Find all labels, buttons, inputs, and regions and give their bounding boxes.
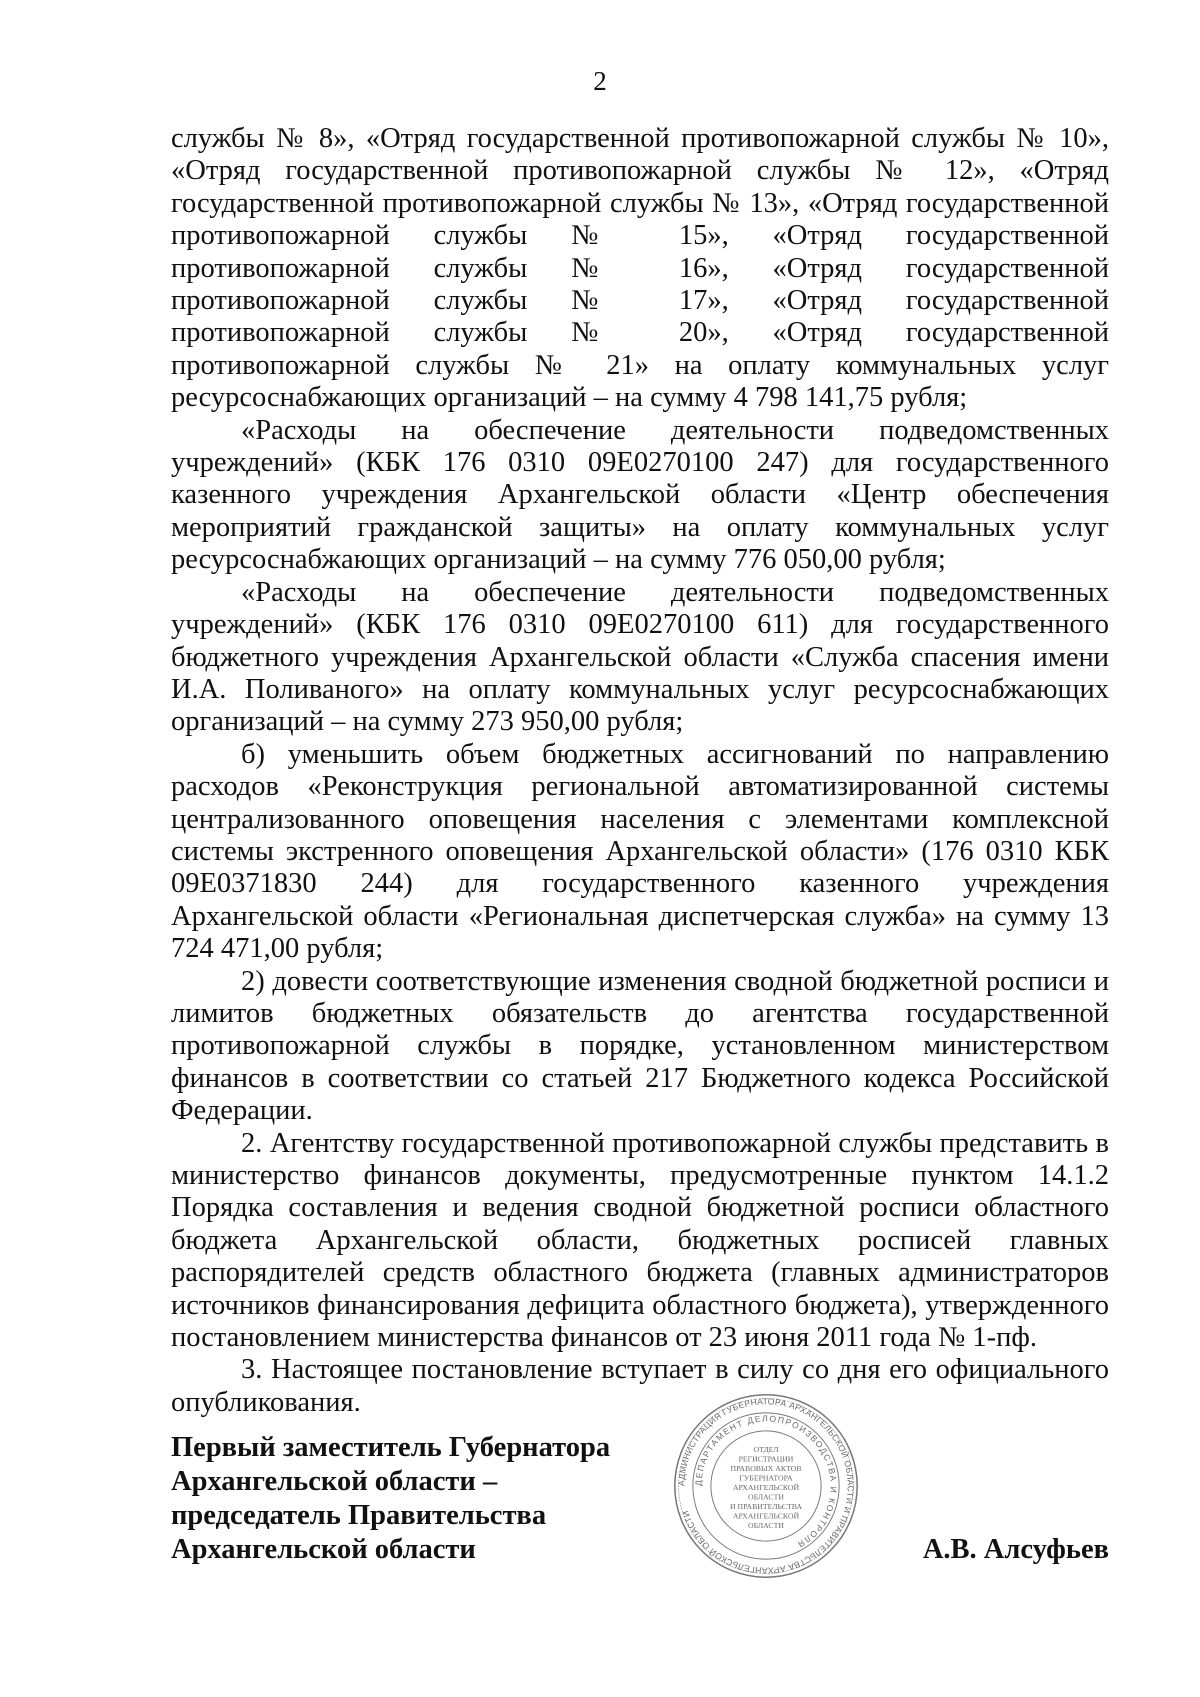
seal-inner-line: ПРАВОВЫХ АКТОВ — [730, 1463, 802, 1473]
document-body — [171, 123, 1109, 1419]
signer-title — [171, 1431, 610, 1567]
seal-middle-text: ДЕПАРТАМЕНТ ДЕЛОПРОИЗВОДСТВА И КОНТРОЛЯ — [693, 1413, 839, 1551]
seal-inner-line: ОТДЕЛ — [753, 1444, 779, 1454]
signer-title-line: Первый заместитель Губернатора — [171, 1432, 611, 1463]
signer-title-line: Архангельской области — [171, 1534, 476, 1565]
signer-title-line: Архангельской области – — [171, 1466, 498, 1497]
page-number: 2 — [593, 66, 607, 96]
paragraph-4: б) уменьшить объем бюджетных ассигнований по направлению расходов «Реконструкция региональной автоматизированной системы централизованного оповещения населения с элементами комплексной системы экстренного оповещения Архангельской области» (176 0310 КБК 09Е0371830 244) для государственного казенного учреждения Архангельской области «Региональная диспетчерская служба» на сумму 13 724 471,00 рубля; — [171, 738, 1109, 965]
paragraph-7: 3. Настоящее постановление вступает в силу со дня его официального опубликования. — [171, 1354, 1109, 1418]
signature-block — [171, 1396, 1109, 1591]
signer-name: А.В. Алсуфьев — [922, 1534, 1109, 1565]
paragraph-5: 2) довести соответствующие изменения сводной бюджетной росписи и лимитов бюджетных обязательств до агентства государственной противопожарной службы в порядке, установленном министерством финансов в соответствии со статьей 217 Бюджетного кодекса Российской Федерации. — [171, 965, 1109, 1127]
official-seal — [671, 1391, 861, 1581]
seal-inner-line: ОБЛАСТИ — [748, 1492, 784, 1502]
seal-inner-line: ОБЛАСТИ — [748, 1520, 784, 1530]
seal-inner-line: ГУБЕРНАТОРА — [739, 1473, 793, 1483]
signer-title-line: председатель Правительства — [171, 1500, 547, 1531]
seal-inner-line: АРХАНГЕЛЬСКОЙ — [732, 1482, 800, 1492]
seal-inner-line: АРХАНГЕЛЬСКОЙ — [732, 1511, 800, 1521]
seal-inner-line: И ПРАВИТЕЛЬСТВА — [729, 1501, 803, 1511]
paragraph-6: 2. Агентству государственной противопожарной службы представить в министерство финансов документы, предусмотренные пунктом 14.1.2 Порядка составления и ведения сводной бюджетной росписи областного бюджета Архангельской области, бюджетных росписей главных распорядителей средств областного бюджета (главных администраторов источников финансирования дефицита областного бюджета), утвержденного постановлением министерства финансов от 23 июня 2011 года № 1-пф. — [171, 1127, 1109, 1354]
seal-inner-line: РЕГИСТРАЦИИ — [738, 1454, 794, 1464]
paragraph-3: «Расходы на обеспечение деятельности подведомственных учреждений» (КБК 176 0310 09Е0270100 611) для государственного бюджетного учреждения Архангельской области «Служба спасения имени И.А. Поливаного» на оплату коммунальных услуг ресурсоснабжающих организаций – на сумму 273 950,00 рубля; — [171, 576, 1109, 738]
paragraph-1: службы № 8», «Отряд государственной противопожарной службы № 10», «Отряд государственной противопожарной службы № 12», «Отряд государственной противопожарной службы № 13», «Отряд государственной противопожарной службы № 15», «Отряд государственной противопожарной службы № 16», «Отряд государственной противопожарной службы № 17», «Отряд государственной противопожарной службы № 20», «Отряд государственной противопожарной службы № 21» на оплату коммунальных услуг ресурсоснабжающих организаций – на сумму 4 798 141,75 рубля; — [171, 123, 1109, 414]
seal-outer-text: АДМИНИСТРАЦИЯ ГУБЕРНАТОРА АРХАНГЕЛЬСКОЙ ОБЛАСТИ И ПРАВИТЕЛЬСТВА АРХАНГЕЛЬСКОЙ ОБЛАСТИ — [676, 1396, 856, 1576]
paragraph-2: «Расходы на обеспечение деятельности подведомственных учреждений» (КБК 176 0310 09Е0270100 247) для государственного казенного учреждения Архангельской области «Центр обеспечения мероприятий гражданской защиты» на оплату коммунальных услуг ресурсоснабжающих организаций – на сумму 776 050,00 рубля; — [171, 414, 1109, 576]
